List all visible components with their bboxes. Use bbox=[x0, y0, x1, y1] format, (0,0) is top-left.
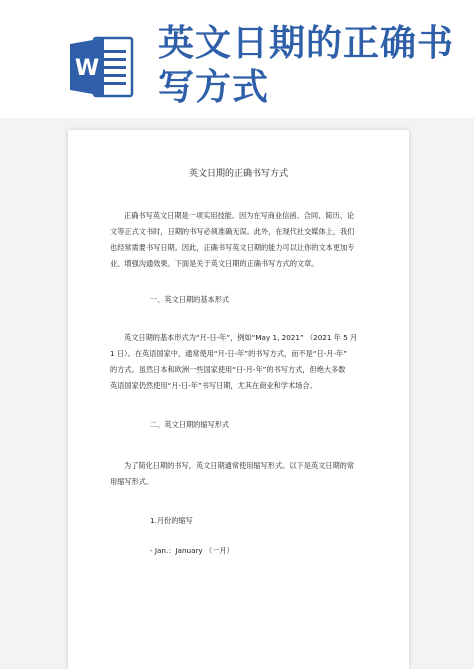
section1-paragraph bbox=[110, 330, 380, 394]
header-title-line-2: 写方式 bbox=[158, 67, 270, 108]
section1-line: 英语国家仍然使用“月-日-年”书写日期，尤其在商业和学术场合。 bbox=[110, 381, 317, 390]
page-header bbox=[0, 0, 474, 118]
intro-line: 文等正式文书时，日期的书写必须准确无误。此外，在现代社交媒体上，我们 bbox=[110, 227, 355, 236]
list-item: - Jan.：January （一月） bbox=[150, 546, 234, 555]
intro-line: 业、增强沟通效果。下面是关于英文日期的正确书写方式的文章。 bbox=[110, 259, 319, 268]
section1-line: 1 日）。在英语国家中，通常使用“月-日-年”的书写方式，而不是“日-月-年” bbox=[110, 349, 347, 358]
document-title: 英文日期的正确书写方式 bbox=[188, 169, 288, 179]
header-title bbox=[158, 22, 458, 110]
document-page bbox=[68, 130, 409, 669]
intro-paragraph bbox=[110, 208, 380, 272]
intro-line: 正确书写英文日期是一项实用技能。因为在写商业信函、合同、简历、论 bbox=[124, 211, 355, 220]
header-title-line-1: 英文日期的正确书 bbox=[158, 23, 455, 64]
intro-line: 也经常需要书写日期。因此，正确书写英文日期的能力可以让你的文本更加专 bbox=[110, 243, 355, 252]
section1-line: 英文日期的基本形式为“月-日-年”，例如“May 1, 2021” （2021 年 5 月 bbox=[124, 333, 358, 342]
section1-line: 的方式。虽然日本和欧洲一些国家使用“日-月-年”的书写方式，但绝大多数 bbox=[110, 365, 346, 374]
word-document-icon bbox=[70, 34, 134, 100]
section2-line: 用缩写形式。 bbox=[110, 477, 154, 486]
svg-text:W: W bbox=[74, 56, 100, 81]
section2-paragraph bbox=[110, 458, 380, 490]
section-heading: 一、英文日期的基本形式 bbox=[150, 295, 230, 304]
subsection-heading: 1.月份的缩写 bbox=[150, 516, 193, 525]
section2-line: 为了简化日期的书写，英文日期通常使用缩写形式。以下是英文日期的常 bbox=[124, 461, 355, 470]
section-heading: 二、英文日期的缩写形式 bbox=[150, 420, 230, 429]
